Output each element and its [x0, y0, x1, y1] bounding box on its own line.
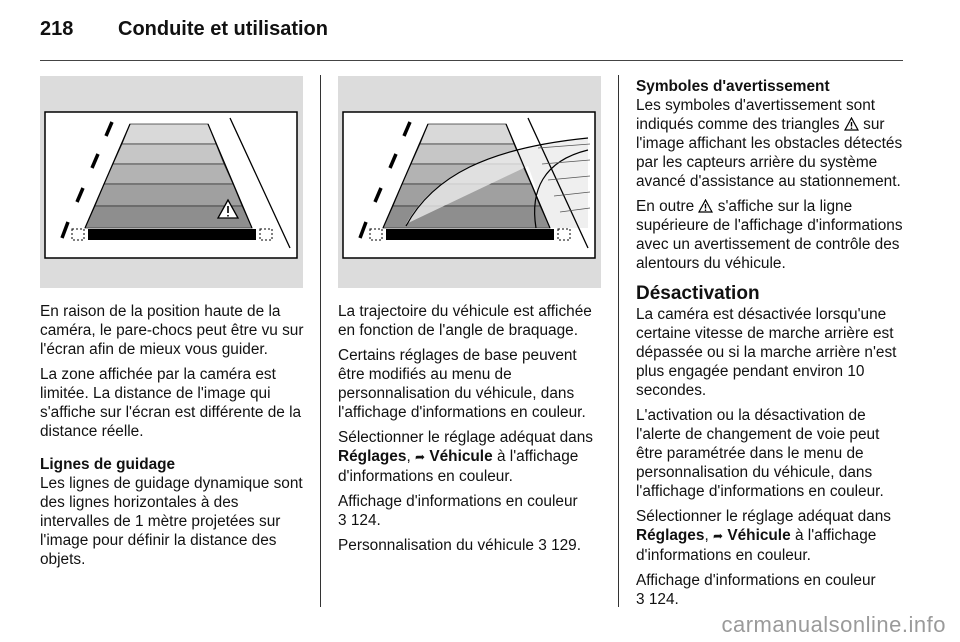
text: Sélectionner le réglage adéquat dans	[636, 508, 891, 525]
text: Affichage d'informations en couleur	[338, 493, 578, 510]
camera-guide-lines-figure	[40, 76, 303, 288]
paragraph: Sélectionner le réglage adéquat dans Réglages, ➦ Véhicule à l'affichage d'informations en couleur.	[338, 429, 593, 485]
page-ref-icon: 3	[636, 591, 645, 608]
paragraph: La trajectoire du véhicule est affichée en fonction de l'angle de braquage.	[338, 303, 592, 339]
column-1	[40, 302, 306, 575]
paragraph	[338, 492, 604, 530]
menu-path-vehicle: Véhicule	[727, 527, 791, 544]
page-ref-icon: 3	[338, 512, 347, 529]
column-divider	[618, 75, 619, 607]
text: à l'affichage d'informations en couleur.	[636, 527, 877, 564]
text: Personnalisation du véhicule	[338, 537, 534, 554]
chapter-title: Conduite et utilisation	[118, 18, 328, 40]
column-divider	[320, 75, 321, 607]
page-ref: 124.	[648, 591, 679, 608]
menu-path-settings: Réglages	[338, 448, 407, 465]
text: s'affiche sur la ligne supérieure de l'affichage d'informations avec un avertissement de contrôle des alentours du véhicule.	[636, 198, 903, 272]
page-ref-icon: 3	[538, 537, 547, 554]
watermark: carmanualsonline.info	[721, 612, 946, 637]
paragraph	[338, 536, 604, 555]
camera-guide-lines-illustration	[40, 76, 303, 288]
text: Les symboles d'avertissement sont indiqués comme des triangles	[636, 97, 876, 133]
header-rule	[40, 60, 903, 61]
paragraph: Certains réglages de base peuvent être modifiés au menu de personnalisation du véhicule, dans l'affichage d'informations en couleur.	[338, 347, 586, 421]
page-number: 218	[40, 18, 74, 40]
page-header	[40, 18, 328, 48]
menu-arrow-icon: ➦	[415, 450, 426, 464]
text: En outre	[636, 198, 695, 215]
menu-arrow-icon: ➦	[713, 529, 724, 543]
camera-trajectory-illustration	[338, 76, 601, 288]
paragraph: Les lignes de guidage dynamique sont des lignes horizontales à des intervalles de 1 mètre projetées sur l'image pour définir la distance des objets.	[40, 475, 303, 568]
menu-path-settings: Réglages	[636, 527, 705, 544]
column-3	[636, 77, 904, 615]
menu-path-vehicle: Véhicule	[429, 448, 493, 465]
warning-triangle-icon	[698, 199, 713, 213]
paragraph	[636, 571, 904, 609]
text: Sélectionner le réglage adéquat dans	[338, 429, 593, 446]
subheading-guide-lines: Lignes de guidage	[40, 456, 176, 473]
subheading-warning-symbols: Symboles d'avertissement	[636, 78, 830, 95]
text: sur l'image affichant les obstacles détectés par les capteurs arrière du système avancé d'assistance au stationnement.	[636, 116, 903, 190]
page-ref: 124.	[350, 512, 381, 529]
text: Affichage d'informations en couleur	[636, 572, 876, 589]
column-2	[338, 302, 604, 561]
page-ref: 129.	[551, 537, 582, 554]
text: à l'affichage d'informations en couleur.	[338, 448, 579, 485]
section-title-deactivation: Désactivation	[636, 283, 760, 304]
paragraph: L'activation ou la désactivation de l'alerte de changement de voie peut être paramétrée dans le menu de personnalisation du véhicule, dans l'affichage d'informations en couleur.	[636, 407, 884, 500]
camera-trajectory-figure	[338, 76, 601, 288]
paragraph: En raison de la position haute de la caméra, le pare-chocs peut être vu sur l'écran afin de mieux vous guider.	[40, 303, 304, 358]
paragraph: La caméra est désactivée lorsqu'une certaine vitesse de marche arrière est dépassée ou si la marche arrière n'est plus engagée pendant environ 10 secondes.	[636, 306, 897, 399]
paragraph: Sélectionner le réglage adéquat dans Réglages, ➦ Véhicule à l'affichage d'informations en couleur.	[636, 508, 891, 564]
paragraph: La zone affichée par la caméra est limitée. La distance de l'image qui s'affiche sur l'écran est différente de la distance réelle.	[40, 366, 302, 440]
warning-triangle-icon	[844, 117, 859, 131]
paragraph	[636, 197, 904, 273]
paragraph	[636, 96, 904, 191]
